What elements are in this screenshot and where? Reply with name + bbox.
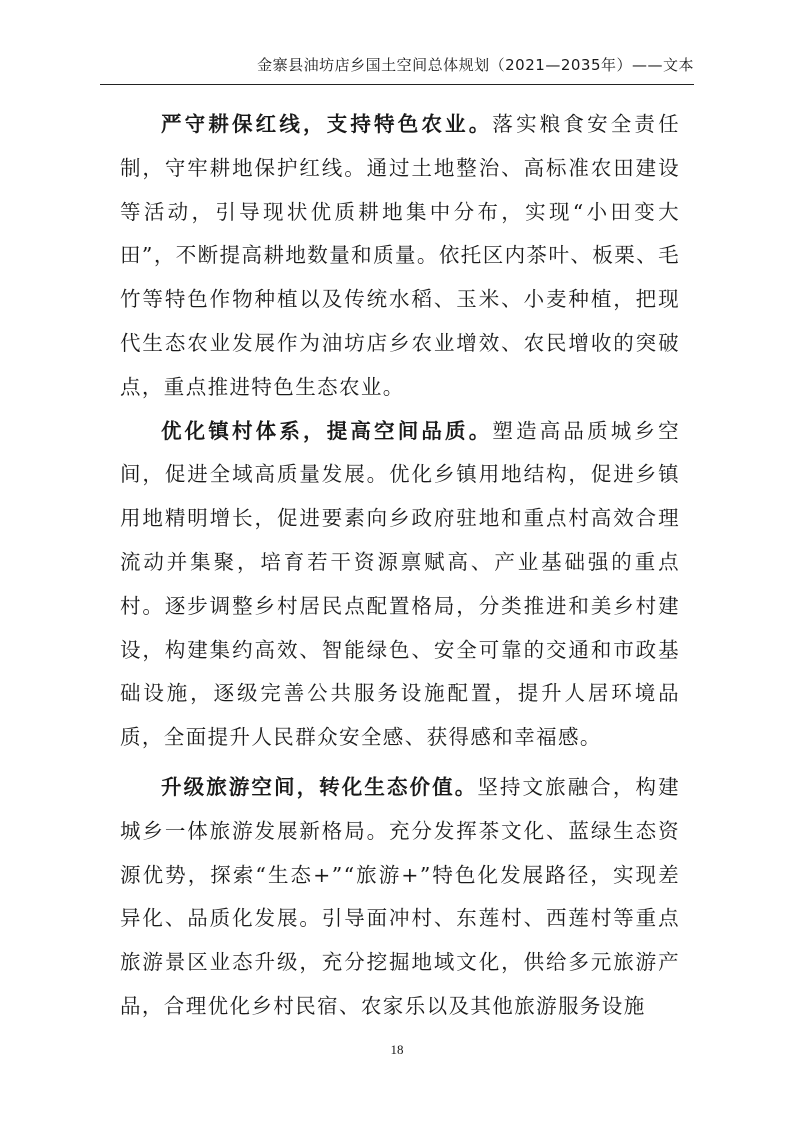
paragraph-farmland: [120, 103, 680, 410]
paragraph-text: 坚持文旅融合，构建城乡一体旅游发展新格局。充分发挥茶文化、蓝绿生态资源优势，探索“生态+”“旅游+”特色化发展路径，实现差异化、品质化发展。引导面冲村、东莲村、西莲村等重点旅游景区业态升级，充分挖掘地域文化，供给多元旅游产品，合理优化乡村民宿、农家乐以及其他旅游服务设施: [120, 774, 680, 1018]
paragraph-tourism: [120, 766, 680, 1029]
page-number: 18: [390, 1042, 404, 1057]
paragraph-text: 落实粮食安全责任制，守牢耕地保护红线。通过土地整治、高标准农田建设等活动，引导现状优质耕地集中分布，实现“小田变大田”，不断提高耕地数量和质量。依托区内茶叶、板栗、毛竹等特色作物种植以及传统水稻、玉米、小麦种植，把现代生态农业发展作为油坊店乡农业增效、农民增收的突破点，重点推进特色生态农业。: [120, 112, 681, 399]
paragraph-town-village: [120, 410, 680, 760]
document-title: 金寨县油坊店乡国土空间总体规划（2021—2035年）——文本: [257, 56, 694, 74]
paragraph-heading: 升级旅游空间，转化生态价值。: [161, 774, 478, 799]
running-header: [100, 50, 694, 85]
paragraph-text: 塑造高品质城乡空间，促进全域高质量发展。优化乡镇用地结构，促进乡镇用地精明增长，促进要素向乡政府驻地和重点村高效合理流动并集聚，培育若干资源禀赋高、产业基础强的重点村。逐步调整乡村居民点配置格局，分类推进和美乡村建设，构建集约高效、智能绿色、安全可靠的交通和市政基础设施，逐级完善公共服务设施配置，提升人居环境品质，全面提升人民群众安全感、获得感和幸福感。: [120, 418, 681, 750]
body-text: [120, 103, 680, 1029]
paragraph-heading: 严守耕保红线，支持特色农业。: [161, 112, 493, 136]
paragraph-heading: 优化镇村体系，提高空间品质。: [161, 418, 493, 443]
